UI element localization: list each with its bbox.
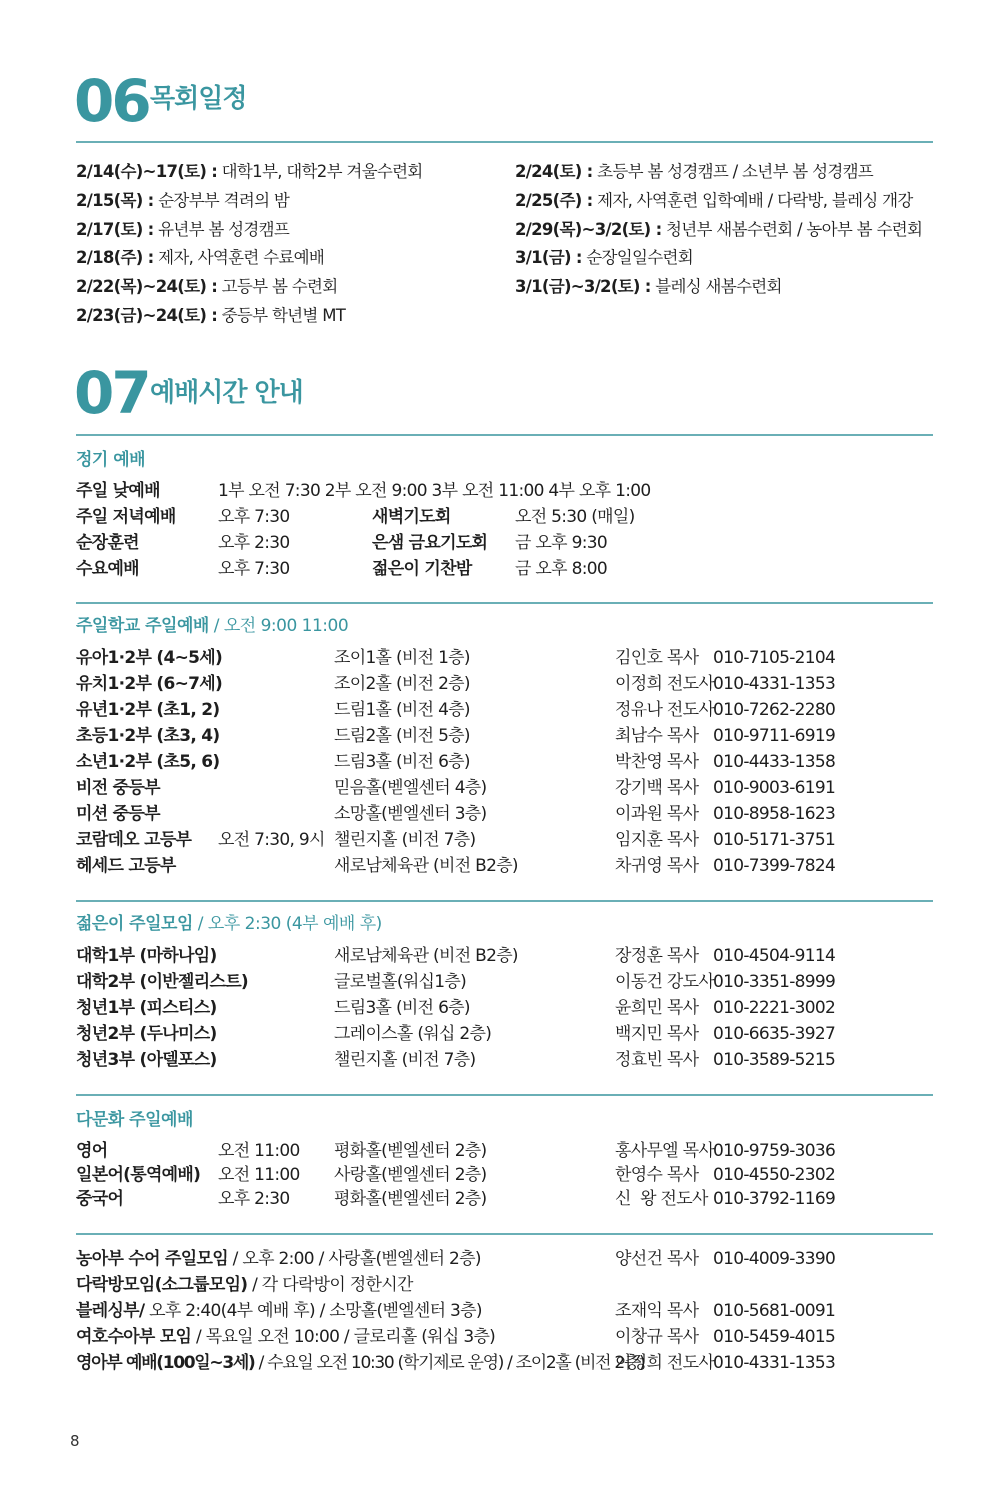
- gathering-detail: / 목요일 오전 10:00 / 글로리홀 (워십 3층): [191, 1327, 496, 1347]
- dept-name: 청년1부 (피스티스): [76, 998, 217, 1018]
- dept-name: 유년1·2부 (초1, 2): [76, 700, 220, 720]
- dept-name: 영어: [76, 1141, 108, 1161]
- dept-name: 비전 중등부: [76, 778, 160, 798]
- pastor: 신 왕 전도사: [615, 1189, 708, 1209]
- phone: 010-3589-5215: [713, 1050, 836, 1070]
- schedule-desc: 대학1부, 대학2부 겨울수련회: [217, 162, 423, 181]
- regular-time-2: 금 오후 9:30: [515, 533, 607, 553]
- dept-name: 유아1·2부 (4~5세): [76, 648, 223, 668]
- pastor: 홍사무엘 목사: [615, 1141, 715, 1161]
- place: 새로남체육관 (비전 B2층): [334, 856, 518, 876]
- schedule-desc: 블레싱 새봄수련회: [650, 277, 782, 296]
- pastor: 이과원 목사: [615, 804, 699, 824]
- regular-time: 오후 7:30: [218, 507, 290, 527]
- schedule-date: 3/1(금) :: [515, 248, 582, 267]
- multicultural-divider: [76, 1094, 933, 1096]
- schedule-desc: 순장부부 격려의 밤: [153, 191, 290, 210]
- phone: 010-2221-3002: [713, 998, 836, 1018]
- schedule-date: 2/15(목) :: [76, 191, 154, 210]
- phone: 010-4433-1358: [713, 752, 836, 772]
- schedule-item: [515, 246, 693, 270]
- schedule-desc: 제자, 사역훈련 수료예배: [153, 248, 325, 267]
- gathering-name: 다락방모임(소그룹모임): [76, 1275, 248, 1295]
- pastor: 정효빈 목사: [615, 1050, 699, 1070]
- dept-name: 코람데오 고등부: [76, 830, 192, 850]
- schedule-desc: 순장일일수련회: [581, 248, 693, 267]
- pastor: 임지훈 목사: [615, 830, 699, 850]
- schedule-date: 2/24(토) :: [515, 162, 593, 181]
- multicultural-heading: 다문화 주일예배: [76, 1110, 193, 1130]
- phone: 010-4331-1353: [713, 674, 836, 694]
- dept-name: 소년1·2부 (초5, 6): [76, 752, 220, 772]
- dept-name: 초등1·2부 (초3, 4): [76, 726, 220, 746]
- gathering-name: 영아부 예배(100일~3세): [76, 1353, 255, 1373]
- page-number: 8: [70, 1432, 80, 1450]
- dept-name: 일본어(통역예배): [76, 1165, 201, 1185]
- pastor: 최남수 목사: [615, 726, 699, 746]
- place: 사랑홀(벧엘센터 2층): [334, 1165, 487, 1185]
- section-06-title: 목회일정: [150, 84, 247, 114]
- schedule-item: [515, 275, 782, 299]
- place: 소망홀(벧엘센터 3층): [334, 804, 487, 824]
- schedule-item: [76, 246, 324, 270]
- pastor: 이정희 전도사: [615, 674, 715, 694]
- place: 드림3홀 (비전 6층): [334, 998, 470, 1018]
- regular-time: 오후 7:30: [218, 559, 290, 579]
- section-06-number: 06: [74, 67, 149, 135]
- schedule-date: 2/25(주) :: [515, 191, 593, 210]
- place: 드림1홀 (비전 4층): [334, 700, 470, 720]
- schedule-desc: 제자, 사역훈련 입학예배 / 다락방, 블레싱 개강: [592, 191, 913, 210]
- regular-name-2: 새벽기도회: [372, 507, 451, 527]
- gathering-item: [76, 1351, 644, 1375]
- phone: 010-9003-6191: [713, 778, 836, 798]
- sunday-school-title: 주일학교 주일예배: [76, 616, 209, 636]
- schedule-date: 3/1(금)~3/2(토) :: [515, 277, 651, 296]
- pastor: 한영수 목사: [615, 1165, 699, 1185]
- place: 챌린지홀 (비전 7층): [334, 830, 476, 850]
- pastor: 김인호 목사: [615, 648, 699, 668]
- gathering-detail: / 수요일 오전 10:30 (학기제로 운영) / 조이2홀 (비전 2층): [254, 1353, 645, 1373]
- gathering-detail: 오후 2:40(4부 예배 후) / 소망홀(벧엘센터 3층): [144, 1301, 482, 1321]
- phone: 010-7105-2104: [713, 648, 836, 668]
- pastor: 양선건 목사: [615, 1249, 699, 1269]
- sunday-school-divider: [76, 602, 933, 604]
- place: 평화홀(벧엘센터 2층): [334, 1189, 487, 1209]
- phone: 010-5171-3751: [713, 830, 836, 850]
- regular-name-2: 은샘 금요기도회: [372, 533, 488, 553]
- pastor: 이창규 목사: [615, 1327, 699, 1347]
- dept-name: 대학1부 (마하나임): [76, 946, 217, 966]
- schedule-desc: 초등부 봄 성경캠프 / 소년부 봄 성경캠프: [592, 162, 874, 181]
- schedule-item: [76, 160, 423, 184]
- regular-name: 주일 낮예배: [76, 481, 160, 501]
- regular-worship-heading: 정기 예배: [76, 450, 146, 470]
- place: 믿음홀(벧엘센터 4층): [334, 778, 487, 798]
- schedule-date: 2/14(수)~17(토) :: [76, 162, 218, 181]
- gathering-item: [76, 1273, 413, 1297]
- phone: 010-4009-3390: [713, 1249, 836, 1269]
- place: 새로남체육관 (비전 B2층): [334, 946, 518, 966]
- schedule-item: [76, 275, 337, 299]
- others-divider: [76, 1233, 933, 1235]
- service-time: 오전 11:00: [218, 1165, 300, 1185]
- regular-time: 오후 2:30: [218, 533, 290, 553]
- phone: 010-9711-6919: [713, 726, 836, 746]
- service-time: 오전 7:30, 9시: [218, 830, 325, 850]
- pastor: 백지민 목사: [615, 1024, 699, 1044]
- schedule-date: 2/18(주) :: [76, 248, 154, 267]
- place: 조이2홀 (비전 2층): [334, 674, 470, 694]
- phone: 010-4550-2302: [713, 1165, 836, 1185]
- schedule-desc: 청년부 새봄수련회 / 농아부 봄 수련회: [661, 220, 923, 239]
- section-07-title: 예배시간 안내: [150, 378, 303, 408]
- place: 평화홀(벧엘센터 2층): [334, 1141, 487, 1161]
- phone: 010-5459-4015: [713, 1327, 836, 1347]
- place: 그레이스홀 (워십 2층): [334, 1024, 492, 1044]
- regular-name-2: 젊은이 기찬밤: [372, 559, 472, 579]
- gathering-item: [76, 1299, 482, 1323]
- regular-name: 순장훈련: [76, 533, 139, 553]
- service-time: 오후 2:30: [218, 1189, 290, 1209]
- dept-name: 미션 중등부: [76, 804, 160, 824]
- phone: 010-9759-3036: [713, 1141, 836, 1161]
- place: 조이1홀 (비전 1층): [334, 648, 470, 668]
- dept-name: 중국어: [76, 1189, 124, 1209]
- regular-time-2: 오전 5:30 (매일): [515, 507, 635, 527]
- schedule-date: 2/23(금)~24(토) :: [76, 306, 218, 325]
- gathering-item: [76, 1325, 495, 1349]
- dept-name: 청년2부 (두나미스): [76, 1024, 217, 1044]
- regular-time: 1부 오전 7:30 2부 오전 9:00 3부 오전 11:00 4부 오후 1:00: [218, 481, 651, 501]
- schedule-desc: 고등부 봄 수련회: [217, 277, 338, 296]
- schedule-date: 2/29(목)~3/2(토) :: [515, 220, 662, 239]
- section-07-divider: [76, 434, 933, 436]
- place: 글로벌홀(워십1층): [334, 972, 467, 992]
- gathering-name: 블레싱부/: [76, 1301, 145, 1321]
- schedule-item: [76, 304, 345, 328]
- pastor: 차귀영 목사: [615, 856, 699, 876]
- schedule-date: 2/17(토) :: [76, 220, 154, 239]
- young-adults-heading: [76, 909, 382, 934]
- pastor: 강기백 목사: [615, 778, 699, 798]
- young-adults-title: 젊은이 주일모임: [76, 914, 193, 934]
- pastor: 박찬영 목사: [615, 752, 699, 772]
- gathering-item: [76, 1247, 481, 1271]
- gathering-name: 여호수아부 모임: [76, 1327, 192, 1347]
- service-time: 오전 11:00: [218, 1141, 300, 1161]
- phone: 010-6635-3927: [713, 1024, 836, 1044]
- gathering-detail: / 오후 2:00 / 사랑홀(벧엘센터 2층): [227, 1249, 481, 1269]
- phone: 010-8958-1623: [713, 804, 836, 824]
- gathering-name: 농아부 수어 주일모임: [76, 1249, 228, 1269]
- young-adults-divider: [76, 900, 933, 902]
- schedule-desc: 유년부 봄 성경캠프: [153, 220, 290, 239]
- sunday-school-heading: [76, 611, 348, 636]
- place: 챌린지홀 (비전 7층): [334, 1050, 476, 1070]
- schedule-date: 2/22(목)~24(토) :: [76, 277, 218, 296]
- phone: 010-3351-8999: [713, 972, 836, 992]
- gathering-detail: / 각 다락방이 정한시간: [247, 1275, 413, 1295]
- regular-time-2: 금 오후 8:00: [515, 559, 607, 579]
- regular-name: 수요예배: [76, 559, 139, 579]
- phone: 010-7399-7824: [713, 856, 836, 876]
- phone: 010-4504-9114: [713, 946, 836, 966]
- schedule-item: [76, 189, 289, 213]
- regular-name: 주일 저녁예배: [76, 507, 176, 527]
- place: 드림3홀 (비전 6층): [334, 752, 470, 772]
- schedule-item: [515, 160, 873, 184]
- pastor: 정유나 전도사: [615, 700, 715, 720]
- schedule-desc: 중등부 학년별 MT: [217, 306, 346, 325]
- pastor: 윤희민 목사: [615, 998, 699, 1018]
- pastor: 이정희 전도사: [615, 1353, 715, 1373]
- pastor: 장정훈 목사: [615, 946, 699, 966]
- schedule-item: [515, 189, 913, 213]
- schedule-item: [515, 218, 922, 242]
- dept-name: 청년3부 (아델포스): [76, 1050, 217, 1070]
- dept-name: 유치1·2부 (6~7세): [76, 674, 223, 694]
- schedule-item: [76, 218, 289, 242]
- phone: 010-7262-2280: [713, 700, 836, 720]
- phone: 010-5681-0091: [713, 1301, 836, 1321]
- young-adults-time: / 오후 2:30 (4부 예배 후): [192, 914, 382, 934]
- phone: 010-3792-1169: [713, 1189, 836, 1209]
- sunday-school-time: / 오전 9:00 11:00: [208, 616, 349, 636]
- section-07-number: 07: [74, 359, 149, 427]
- pastor: 이동건 강도사: [615, 972, 715, 992]
- pastor: 조재익 목사: [615, 1301, 699, 1321]
- section-06-divider: [76, 141, 933, 143]
- place: 드림2홀 (비전 5층): [334, 726, 470, 746]
- phone: 010-4331-1353: [713, 1353, 836, 1373]
- dept-name: 헤세드 고등부: [76, 856, 176, 876]
- dept-name: 대학2부 (이반젤리스트): [76, 972, 248, 992]
